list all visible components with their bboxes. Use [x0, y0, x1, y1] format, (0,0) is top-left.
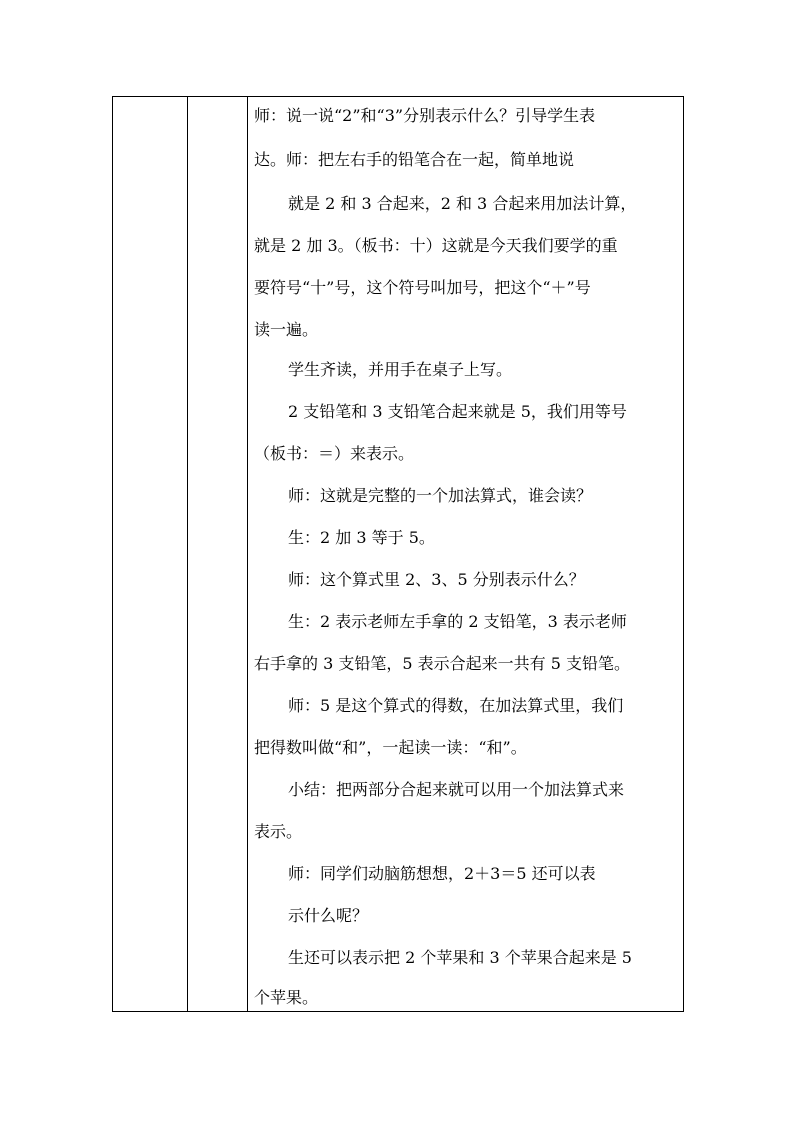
text-line: 就是 2 和 3 合起来，2 和 3 合起来用加法计算， [288, 194, 637, 213]
text-line: 2 支铅笔和 3 支铅笔合起来就是 5，我们用等号 [288, 402, 627, 421]
text-line: （板书：＝）来表示。 [254, 444, 415, 463]
text-line: 师：5 是这个算式的得数，在加法算式里，我们 [288, 696, 624, 715]
text-line: 右手拿的 3 支铅笔，5 表示合起来一共有 5 支铅笔。 [254, 654, 630, 673]
column-divider-1 [187, 97, 188, 1011]
text-line: 读一遍。 [254, 320, 319, 339]
text-line: 达。师：把左右手的铅笔合在一起，简单地说 [254, 150, 575, 169]
text-line: 师：这个算式里 2、3、5 分别表示什么？ [288, 570, 585, 589]
text-line: 要符号“十”号，这个符号叫加号，把这个“＋”号 [254, 278, 591, 297]
column-divider-2 [247, 97, 248, 1011]
text-line: 师：说一说“2”和“3”分别表示什么？引导学生表 [254, 106, 596, 125]
lesson-table [112, 96, 684, 1012]
text-line: 就是 2 加 3。（板书：十）这就是今天我们要学的重 [254, 236, 618, 255]
text-line: 生：2 表示老师左手拿的 2 支铅笔，3 表示老师 [288, 612, 627, 631]
text-line: 示什么呢？ [288, 906, 369, 925]
text-line: 把得数叫做“和”，一起读一读：“和”。 [254, 738, 527, 757]
text-line: 生还可以表示把 2 个苹果和 3 个苹果合起来是 5 [288, 948, 632, 967]
text-line: 师：同学们动脑筋想想，2＋3＝5 还可以表 [288, 864, 596, 883]
text-line: 学生齐读，并用手在桌子上写。 [288, 360, 513, 379]
text-line: 小结：把两部分合起来就可以用一个加法算式来 [288, 780, 625, 799]
text-line: 表示。 [254, 822, 303, 841]
text-line: 师：这就是完整的一个加法算式，谁会读？ [288, 486, 593, 505]
text-line: 个苹果。 [254, 988, 319, 1007]
text-line: 生：2 加 3 等于 5。 [288, 528, 435, 547]
